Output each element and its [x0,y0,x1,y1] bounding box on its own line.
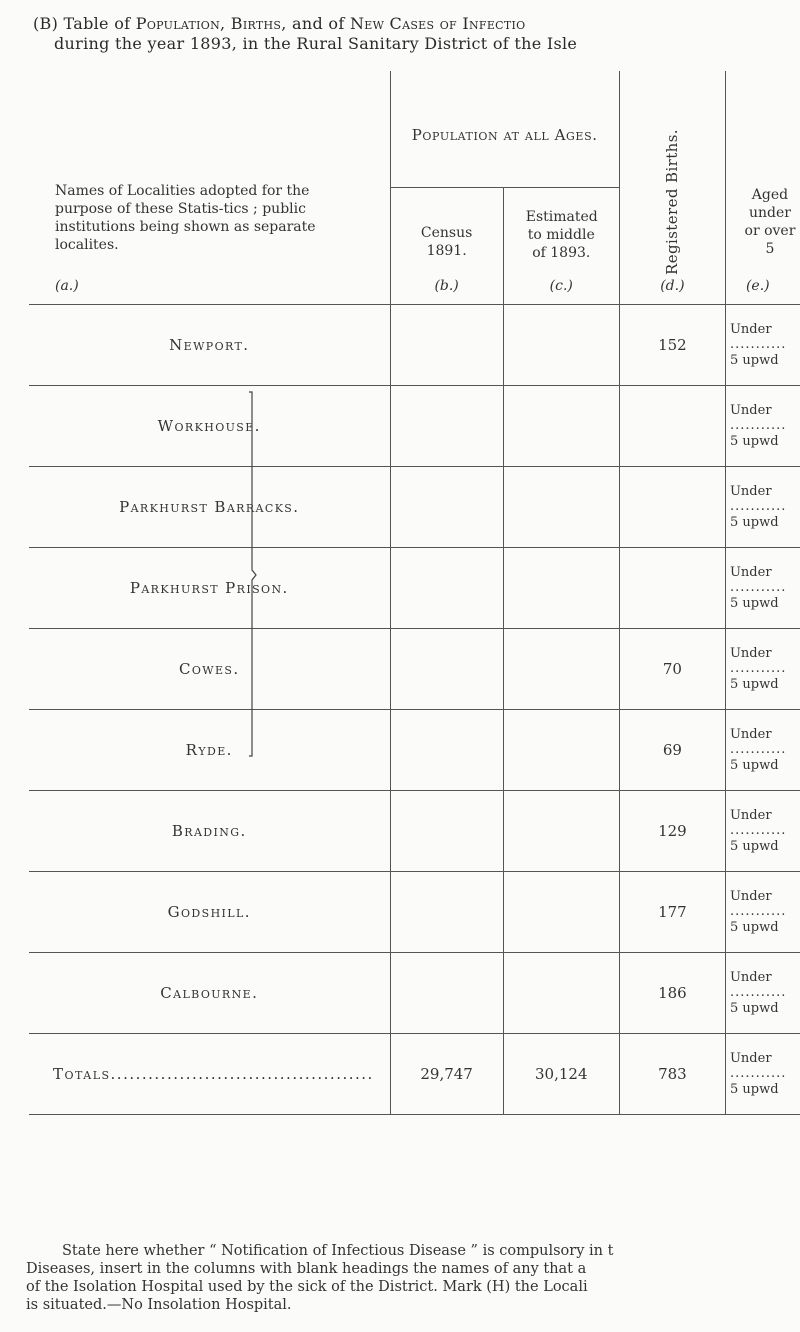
estimated-cell [503,629,619,710]
header-estimated-text: Estimated to middle of 1893. [525,209,598,261]
births-cell: 129 [619,791,725,872]
locality-name: Brading. [29,791,390,872]
estimated-cell [503,305,619,386]
age-cell: Under ........... 5 upwd [725,953,800,1034]
census-cell [390,953,503,1034]
estimated-cell [503,872,619,953]
table-row [29,872,800,953]
header-localities-text: Names of Localities adopted for the purpose of these Statis-tics ; public institutions being shown as separate localites. [55,182,316,253]
locality-name: Workhouse. [29,386,390,467]
births-cell: 152 [619,305,725,386]
locality-name: Parkhurst Barracks. [29,467,390,548]
estimated-cell [503,791,619,872]
locality-name: Cowes. [29,629,390,710]
totals-census: 29,747 [390,1034,503,1115]
estimated-cell [503,953,619,1034]
table-row [29,386,800,467]
title-new-cases: New Cases of Infectio [349,14,526,33]
census-cell [390,791,503,872]
age-cell: Under ........... 5 upwd [725,305,800,386]
age-cell: Under ........... 5 upwd [725,791,800,872]
age-cell: Under ........... 5 upwd [725,386,800,467]
header-population-group: Population at all Ages. [390,71,619,188]
footnote-line-2: Diseases, insert in the columns with blank headings the names of any that a [26,1261,587,1277]
table-row [29,710,800,791]
census-cell [390,386,503,467]
births-cell: 69 [619,710,725,791]
header-localities-label: (a.) [55,277,79,294]
population-births-table [29,71,800,1115]
births-cell [619,386,725,467]
header-localities [29,71,390,305]
estimated-cell [503,710,619,791]
header-census [390,188,503,305]
locality-name: Godshill. [29,872,390,953]
header-census-text: Census 1891. [420,225,473,259]
estimated-cell [503,467,619,548]
title-births: Births [230,14,282,33]
footnote-line-3: of the Isolation Hospital used by the sick of the District. Mark (H) the Locali [26,1279,588,1295]
estimated-cell [503,386,619,467]
footnote-line-4: is situated.—No Insolation Hospital. [26,1297,292,1313]
age-cell: Under ........... 5 upwd [725,467,800,548]
locality-name: Calbourne. [29,953,390,1034]
age-cell: Under ........... 5 upwd [725,710,800,791]
header-aged-label: (e.) [745,277,770,294]
births-cell: 177 [619,872,725,953]
census-cell [390,548,503,629]
census-cell [390,305,503,386]
header-registered-births-label: (d.) [660,277,685,294]
census-cell [390,872,503,953]
grouping-brace [248,390,258,760]
table-title: (B) Table of Population, Births, and of New Cases of Infectio during the year 1893, in the Rural Sanitary District of the Isle [33,14,800,54]
age-cell: Under ........... 5 upwd [725,872,800,953]
header-estimated-label: (c.) [549,278,573,294]
table-row [29,467,800,548]
table-row [29,305,800,386]
births-cell [619,467,725,548]
header-registered-births-text: Registered Births. [663,128,682,275]
footnote [26,1242,800,1314]
header-registered-births [619,71,725,305]
census-cell [390,467,503,548]
footnote-line-1: State here whether “ Notification of Infectious Disease ” is compulsory in t [62,1243,614,1259]
table-row [29,791,800,872]
age-cell: Under ........... 5 upwd [725,629,800,710]
title-population: Population [135,14,220,33]
births-cell: 186 [619,953,725,1034]
age-cell: Under ........... 5 upwd [725,548,800,629]
table-row [29,548,800,629]
locality-name: Parkhurst Prison. [29,548,390,629]
births-cell: 70 [619,629,725,710]
totals-estimated: 30,124 [503,1034,619,1115]
births-cell [619,548,725,629]
totals-births: 783 [619,1034,725,1115]
locality-name: Ryde. [29,710,390,791]
header-aged-text: Aged under or over 5 [744,186,796,257]
header-estimated [503,188,619,305]
table-row [29,953,800,1034]
census-cell [390,629,503,710]
totals-label: Totals.......................................... [29,1034,390,1115]
locality-name: Newport. [29,305,390,386]
estimated-cell [503,548,619,629]
title-line-2: during the year 1893, in the Rural Sanitary District of the Isle [54,34,578,53]
header-census-label: (b.) [434,278,459,294]
totals-age-cell: Under ........... 5 upwd [725,1034,800,1115]
totals-row [29,1034,800,1115]
table-row [29,629,800,710]
header-aged [725,71,800,305]
census-cell [390,710,503,791]
